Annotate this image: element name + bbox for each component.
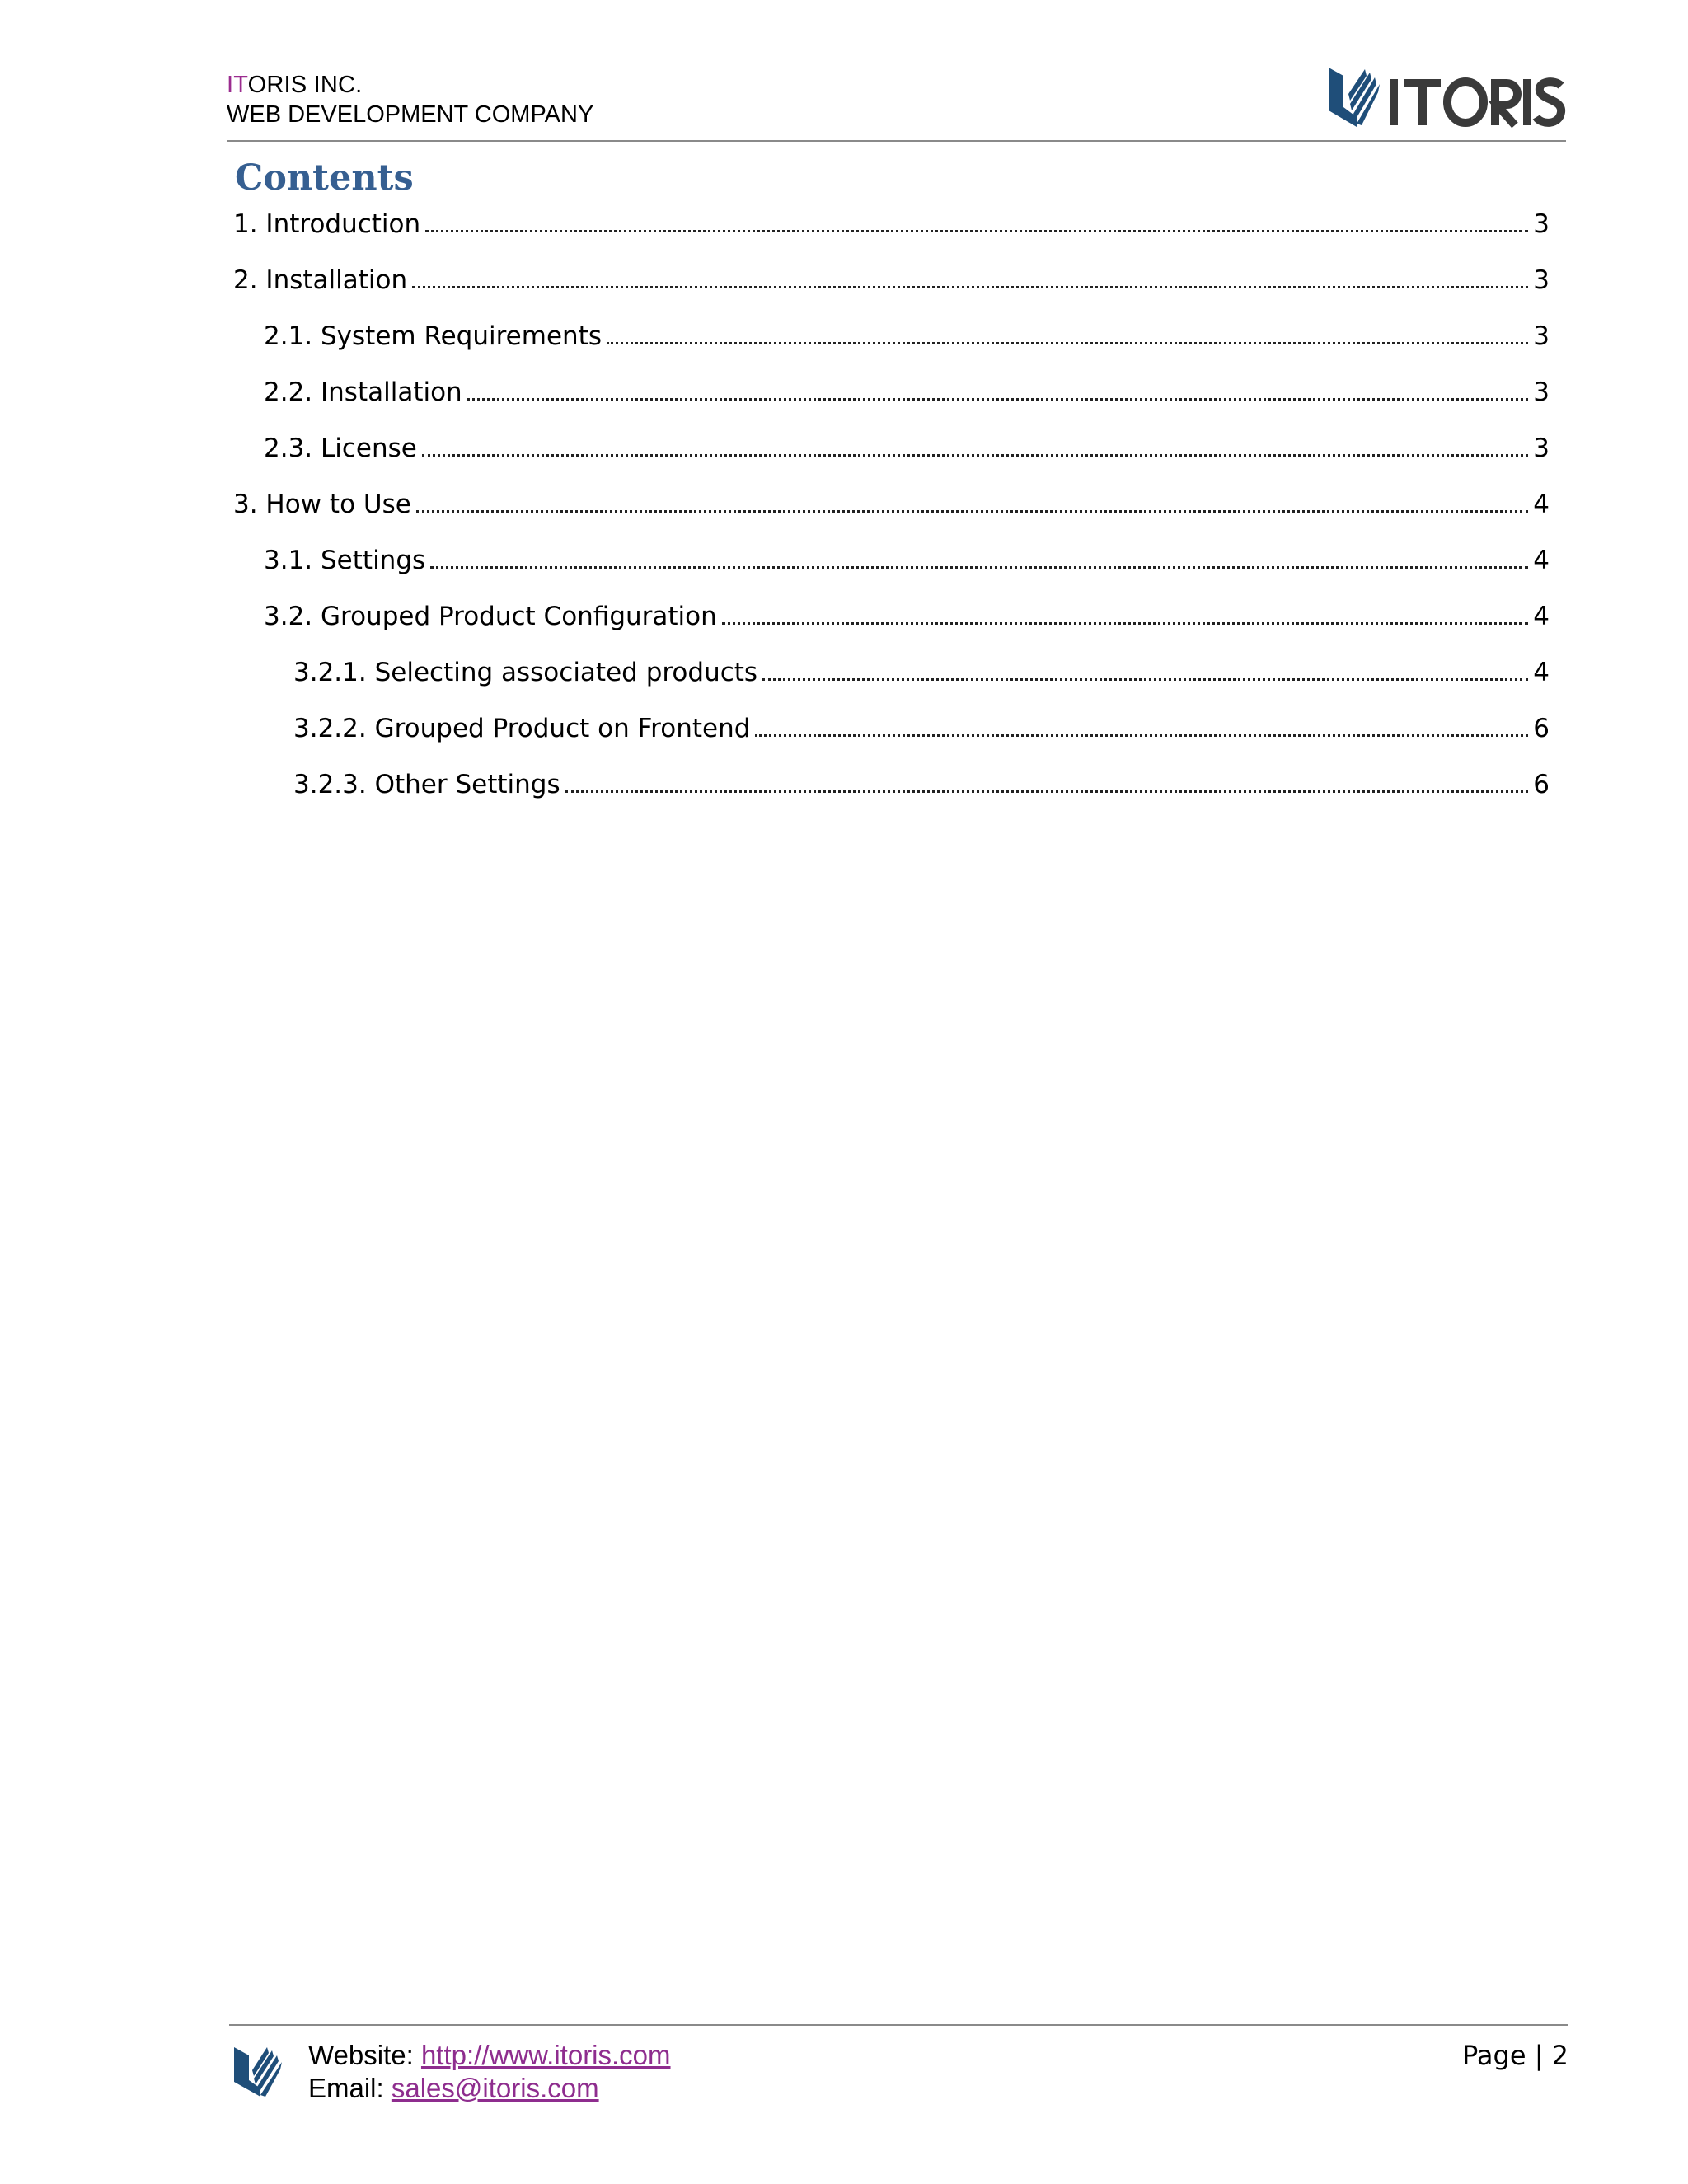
toc-entry-label: 3.2.2. Grouped Product on Frontend (293, 714, 751, 743)
toc-entry-page: 6 (1533, 770, 1550, 799)
itoris-logo (1325, 64, 1566, 130)
header-tagline: WEB DEVELOPMENT COMPANY (227, 101, 594, 128)
toc-entry-page: 3 (1533, 209, 1550, 239)
toc-entry[interactable] (233, 208, 1550, 241)
toc-entry-page: 4 (1533, 602, 1550, 631)
toc-entry-label: 1. Introduction (233, 209, 421, 239)
toc-entry[interactable] (264, 320, 1550, 353)
toc-entry-label: 3.2.3. Other Settings (293, 770, 560, 799)
header-divider (227, 140, 1566, 142)
page-number: Page | 2 (1462, 2040, 1568, 2071)
toc-leader (467, 398, 1529, 401)
toc-entry-label: 2.2. Installation (264, 377, 462, 407)
website-link[interactable]: http://www.itoris.com (420, 2040, 671, 2070)
toc-leader (607, 342, 1528, 344)
toc-entry[interactable] (293, 656, 1550, 689)
toc-entry-label: 2.3. License (264, 434, 417, 463)
toc-leader (422, 454, 1528, 457)
toc-entry-label: 3.2. Grouped Product Configuration (264, 602, 717, 631)
itoris-emblem-icon (232, 2044, 285, 2098)
footer-email (308, 2072, 599, 2105)
toc-leader (412, 286, 1528, 288)
email-label: Email: (308, 2073, 392, 2103)
toc-leader (755, 734, 1528, 737)
toc-entry[interactable] (233, 264, 1550, 297)
company-name-rest: ORIS INC. (247, 72, 363, 98)
toc-entry-label: 3.1. Settings (264, 546, 426, 575)
toc-entry[interactable] (233, 488, 1550, 521)
toc-title: Contents (235, 157, 414, 199)
toc-entry-page: 3 (1533, 265, 1550, 295)
toc-entry-page: 3 (1533, 377, 1550, 407)
toc-entry[interactable] (264, 544, 1550, 577)
toc-entry-page: 6 (1533, 714, 1550, 743)
toc-entry[interactable] (293, 712, 1550, 745)
toc-leader (722, 622, 1528, 625)
toc-entry-page: 3 (1533, 434, 1550, 463)
toc-entry-label: 3. How to Use (233, 490, 411, 519)
toc-entry-label: 3.2.1. Selecting associated products (293, 658, 758, 687)
toc-entry[interactable] (264, 432, 1550, 465)
toc-entry-page: 3 (1533, 321, 1550, 351)
toc-entry-page: 4 (1533, 546, 1550, 575)
footer-divider (229, 2024, 1568, 2026)
toc-leader (565, 790, 1529, 793)
toc-entry-label: 2.1. System Requirements (264, 321, 602, 351)
toc-entry-page: 4 (1533, 658, 1550, 687)
toc-leader (430, 566, 1528, 569)
toc-leader (425, 230, 1528, 232)
toc-leader (416, 510, 1528, 513)
toc-entry[interactable] (264, 376, 1550, 409)
toc-entry[interactable] (264, 600, 1550, 633)
toc-entry[interactable] (293, 768, 1550, 801)
toc-entry-page: 4 (1533, 490, 1550, 519)
email-link[interactable]: sales@itoris.com (391, 2073, 599, 2103)
toc-leader (762, 678, 1528, 681)
footer-website (308, 2039, 671, 2072)
header-company-name (227, 71, 362, 99)
website-label: Website: (308, 2040, 421, 2070)
company-name-accent: IT (227, 72, 248, 98)
toc-entry-label: 2. Installation (233, 265, 408, 295)
